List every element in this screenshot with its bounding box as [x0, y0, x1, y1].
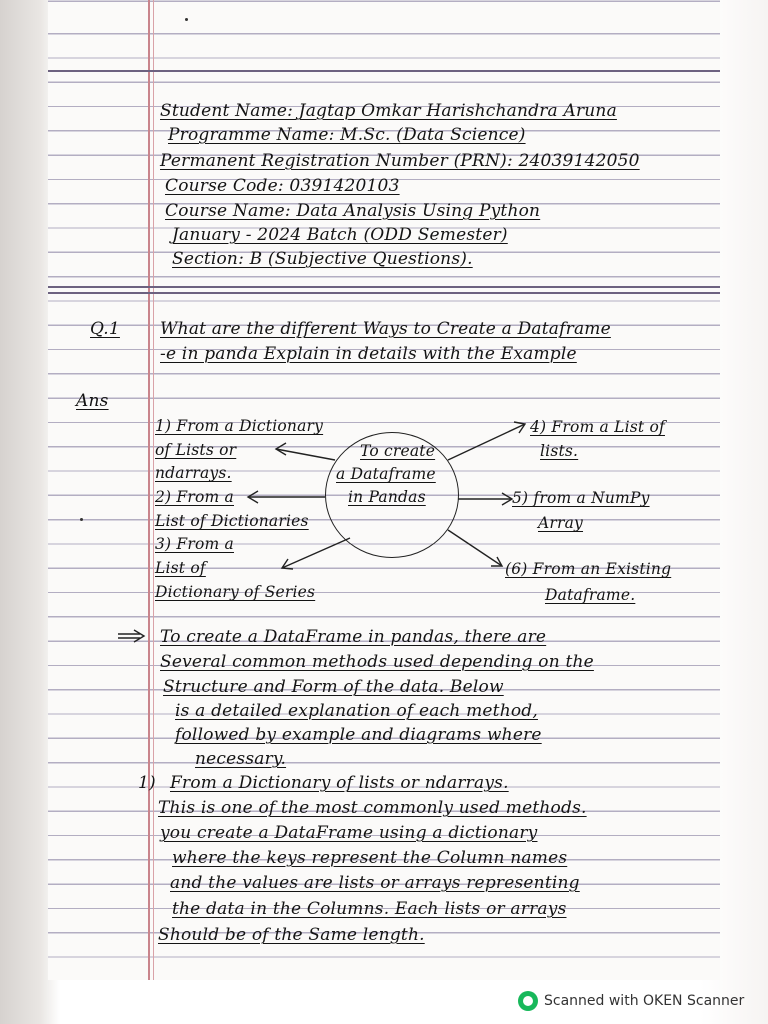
course-name: Course Name: Data Analysis Using Python [165, 201, 541, 221]
ink-speck [185, 18, 188, 21]
method-6-line-2: Dataframe. [545, 586, 636, 604]
method-2-line-2: List of Dictionaries [155, 512, 309, 530]
method-6-line-1: (6) From an Existing [505, 560, 672, 578]
oken-logo-icon [518, 991, 538, 1011]
point-1-line-3: where the keys represent the Column names [172, 848, 568, 868]
arrow-head-4 [514, 422, 525, 433]
point-1-line-5: the data in the Columns. Each lists or arrays [172, 899, 567, 919]
course-code: Course Code: 0391420103 [165, 176, 400, 196]
point-1-number: 1) [138, 773, 156, 793]
point-1-line-4: and the values are lists or arrays representing [170, 873, 580, 893]
section: Section: B (Subjective Questions). [172, 249, 473, 269]
method-3-line-3: Dictionary of Series [155, 583, 316, 601]
scanner-watermark [518, 990, 744, 1012]
intro-line-1: To create a DataFrame in pandas, there are [160, 627, 547, 647]
question-label: Q.1 [90, 319, 120, 339]
method-2-line-1: 2) From a [155, 488, 234, 506]
intro-arrow-head [134, 630, 144, 642]
method-5-line-2: Array [538, 514, 584, 532]
question-line-2: -e in panda Explain in details with the Example [160, 344, 577, 364]
ink-speck-2 [80, 518, 83, 521]
method-3-line-1: 3) From a [155, 535, 234, 553]
intro-line-4: is a detailed explanation of each method, [175, 701, 538, 721]
intro-line-3: Structure and Form of the data. Below [163, 677, 504, 697]
point-1-line-6: Should be of the Same length. [158, 925, 425, 945]
diagram-center-3: in Pandas [348, 488, 426, 506]
intro-line-6: necessary. [195, 749, 287, 769]
intro-line-2: Several common methods used depending on the [160, 652, 594, 672]
question-line-1: What are the different Ways to Create a Dataframe [160, 319, 611, 339]
scanner-text: Scanned with OKEN Scanner [544, 993, 745, 1009]
arrow-to-method-6 [448, 530, 502, 566]
method-1-line-3: ndarrays. [155, 464, 232, 482]
student-name: Student Name: Jagtap Omkar Harishchandra Aruna [160, 101, 617, 121]
method-5-line-1: 5) from a NumPy [512, 489, 650, 507]
batch: January - 2024 Batch (ODD Semester) [172, 225, 508, 245]
prn: Permanent Registration Number (PRN): 24039142050 [160, 151, 640, 171]
method-4-line-2: lists. [540, 442, 579, 460]
method-3-line-2: List of [155, 559, 206, 577]
answer-label: Ans [76, 391, 109, 411]
method-4-line-1: 4) From a List of [530, 418, 665, 436]
arrow-to-method-3 [282, 538, 350, 568]
method-1-line-1: 1) From a Dictionary [155, 417, 324, 435]
method-1-line-2: of Lists or [155, 441, 237, 459]
diagram-center-1: To create [360, 442, 436, 460]
intro-line-5: followed by example and diagrams where [175, 725, 542, 745]
programme-name: Programme Name: M.Sc. (Data Science) [168, 125, 526, 145]
diagram-center-2: a Dataframe [336, 465, 436, 483]
arrow-to-method-4 [448, 424, 525, 460]
point-1-heading: From a Dictionary of lists or ndarrays. [170, 773, 509, 793]
point-1-line-1: This is one of the most commonly used methods. [158, 798, 587, 818]
point-1-line-2: you create a DataFrame using a dictionary [160, 823, 538, 843]
